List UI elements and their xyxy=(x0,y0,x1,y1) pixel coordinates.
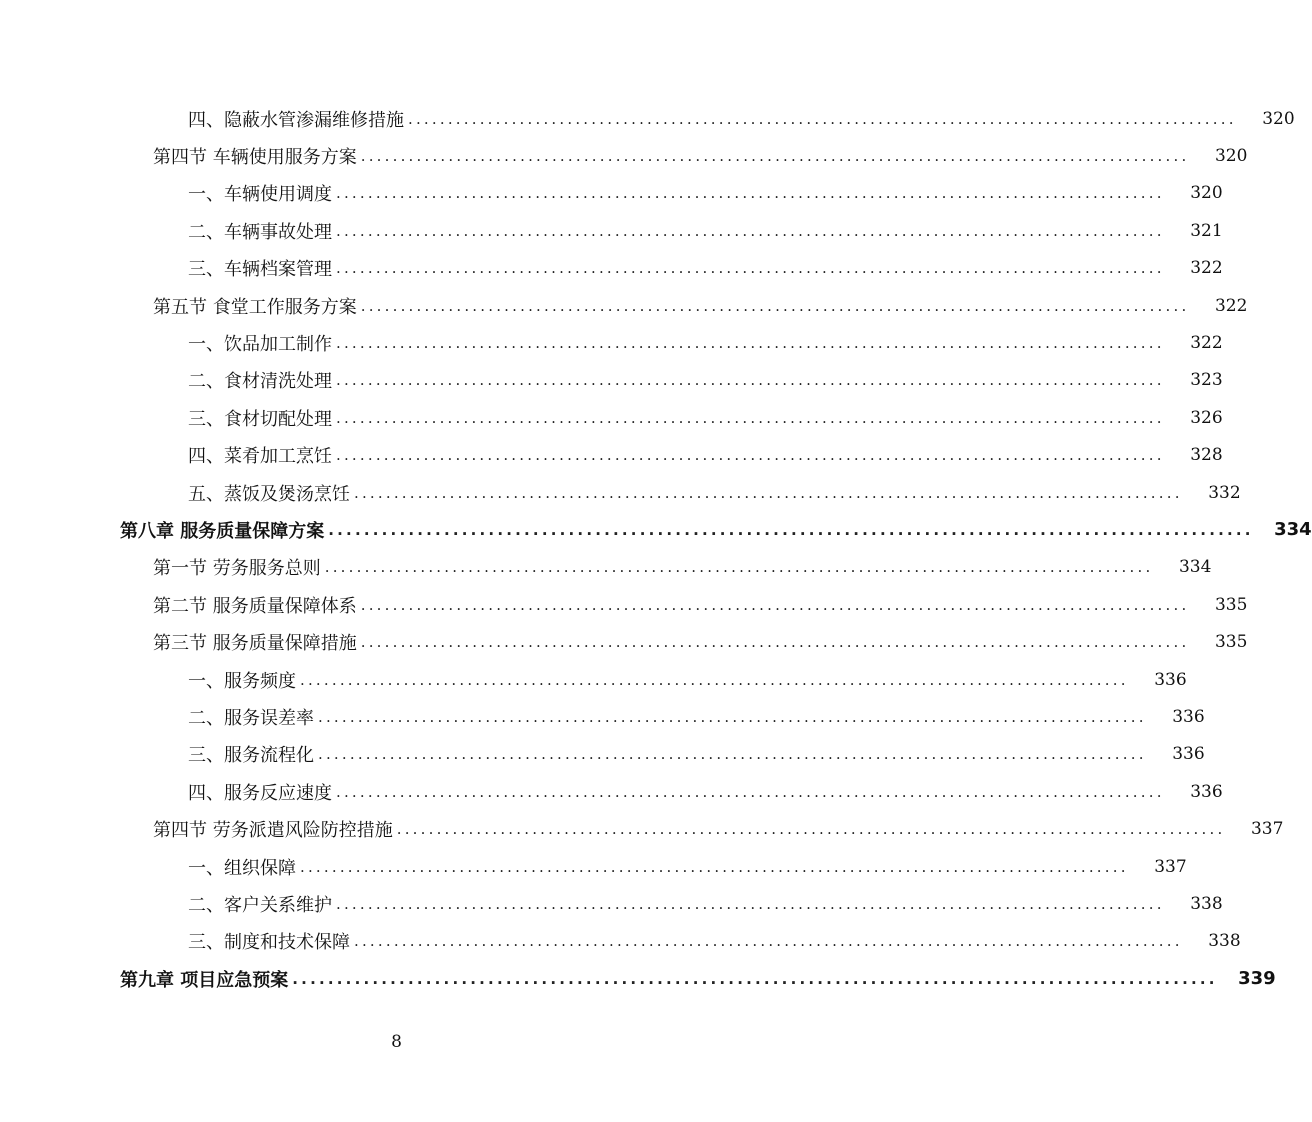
toc-entry[interactable] xyxy=(0,474,1241,511)
toc-dot-leader: ........................................................................................................ xyxy=(336,184,1165,203)
toc-dot-leader: ........................................................................................................ xyxy=(360,296,1190,315)
toc-dot-leader: ........................................................................................................ xyxy=(408,109,1237,128)
toc-entry[interactable] xyxy=(0,362,1223,399)
toc-entry[interactable] xyxy=(0,586,1248,623)
toc-entry-page: 328 xyxy=(1190,445,1223,466)
toc-entry-page: 320 xyxy=(1262,108,1295,129)
toc-entry-page: 336 xyxy=(1154,669,1187,690)
toc-entry-title: 第三节 服务质量保障措施 xyxy=(153,633,357,655)
toc-dot-leader: ........................................................................................................ xyxy=(318,707,1147,726)
toc-entry[interactable] xyxy=(0,736,1205,773)
toc-entry[interactable] xyxy=(0,175,1223,212)
table-of-contents xyxy=(0,100,1312,997)
toc-entry[interactable] xyxy=(0,960,1276,997)
toc-entry-page: 322 xyxy=(1214,295,1248,316)
toc-dot-leader: ........................................................................................................ xyxy=(324,558,1154,577)
toc-entry-page: 334 xyxy=(1274,519,1312,541)
toc-entry[interactable] xyxy=(0,511,1312,548)
toc-entry-title: 三、食材切配处理 xyxy=(188,408,332,430)
toc-entry-title: 第四节 劳务派遣风险防控措施 xyxy=(153,820,393,842)
toc-dot-leader: ........................................................................................................ xyxy=(300,857,1129,876)
toc-entry[interactable] xyxy=(0,437,1223,474)
toc-entry-page: 322 xyxy=(1190,258,1223,279)
toc-dot-leader: ........................................................................................................ xyxy=(336,408,1165,427)
toc-entry-title: 第二节 服务质量保障体系 xyxy=(153,595,357,617)
toc-entry[interactable] xyxy=(0,250,1223,287)
toc-entry-page: 323 xyxy=(1190,370,1223,391)
toc-entry-title: 一、服务频度 xyxy=(188,670,296,692)
toc-entry[interactable] xyxy=(0,848,1187,885)
toc-dot-leader: ........................................................................................................ xyxy=(336,334,1165,353)
toc-entry[interactable] xyxy=(0,698,1205,735)
toc-entry-title: 第九章 项目应急预案 xyxy=(120,969,289,991)
toc-dot-leader: ........................................................................................................ xyxy=(292,969,1218,988)
toc-dot-leader: ........................................................................................................ xyxy=(328,520,1254,539)
toc-entry[interactable] xyxy=(0,810,1284,847)
toc-entry-title: 二、客户关系维护 xyxy=(188,894,332,916)
toc-entry[interactable] xyxy=(0,549,1212,586)
toc-entry-page: 322 xyxy=(1190,333,1223,354)
toc-entry[interactable] xyxy=(0,399,1223,436)
toc-entry[interactable] xyxy=(0,287,1248,324)
toc-dot-leader: ........................................................................................................ xyxy=(354,932,1183,951)
toc-dot-leader: ........................................................................................................ xyxy=(360,147,1190,166)
toc-entry-page: 339 xyxy=(1238,968,1276,990)
toc-entry-title: 一、车辆使用调度 xyxy=(188,184,332,206)
toc-entry-page: 321 xyxy=(1190,220,1223,241)
toc-entry[interactable] xyxy=(0,212,1223,249)
toc-entry[interactable] xyxy=(0,623,1248,660)
toc-entry-page: 336 xyxy=(1190,781,1223,802)
toc-entry-page: 337 xyxy=(1154,856,1187,877)
toc-entry[interactable] xyxy=(0,100,1295,137)
toc-entry-title: 三、车辆档案管理 xyxy=(188,259,332,281)
toc-entry-title: 一、饮品加工制作 xyxy=(188,334,332,356)
toc-entry[interactable] xyxy=(0,324,1223,361)
toc-entry[interactable] xyxy=(0,661,1187,698)
toc-entry-page: 336 xyxy=(1172,744,1205,765)
toc-dot-leader: ........................................................................................................ xyxy=(354,483,1183,502)
toc-dot-leader: ........................................................................................................ xyxy=(300,670,1129,689)
toc-entry-title: 二、服务误差率 xyxy=(188,707,314,729)
toc-entry-page: 320 xyxy=(1190,183,1223,204)
toc-dot-leader: ........................................................................................................ xyxy=(360,595,1190,614)
toc-entry-page: 338 xyxy=(1190,893,1223,914)
toc-dot-leader: ........................................................................................................ xyxy=(336,221,1165,240)
toc-dot-leader: ........................................................................................................ xyxy=(336,446,1165,465)
toc-dot-leader: ........................................................................................................ xyxy=(336,259,1165,278)
toc-dot-leader: ........................................................................................................ xyxy=(336,371,1165,390)
toc-entry-title: 三、制度和技术保障 xyxy=(188,932,350,954)
toc-entry-title: 一、组织保障 xyxy=(188,857,296,879)
page-number: 8 xyxy=(391,1032,402,1052)
toc-entry-title: 五、蒸饭及煲汤烹饪 xyxy=(188,483,350,505)
toc-entry-page: 336 xyxy=(1172,706,1205,727)
toc-entry-page: 326 xyxy=(1190,407,1223,428)
toc-dot-leader: ........................................................................................................ xyxy=(336,782,1165,801)
toc-entry-page: 337 xyxy=(1250,819,1284,840)
toc-entry[interactable] xyxy=(0,137,1248,174)
toc-dot-leader: ........................................................................................................ xyxy=(396,820,1226,839)
toc-dot-leader: ........................................................................................................ xyxy=(336,894,1165,913)
toc-entry-title: 四、隐蔽水管渗漏维修措施 xyxy=(188,109,404,131)
toc-entry-title: 二、车辆事故处理 xyxy=(188,221,332,243)
toc-entry-title: 第五节 食堂工作服务方案 xyxy=(153,296,357,318)
toc-dot-leader: ........................................................................................................ xyxy=(318,745,1147,764)
toc-entry-page: 320 xyxy=(1214,146,1248,167)
toc-entry-page: 338 xyxy=(1208,931,1241,952)
toc-entry-title: 第一节 劳务服务总则 xyxy=(153,558,321,580)
toc-entry[interactable] xyxy=(0,773,1223,810)
toc-entry-title: 四、菜肴加工烹饪 xyxy=(188,446,332,468)
toc-entry-page: 335 xyxy=(1214,632,1248,653)
toc-entry-title: 第四节 车辆使用服务方案 xyxy=(153,147,357,169)
toc-entry-title: 三、服务流程化 xyxy=(188,745,314,767)
toc-entry-page: 332 xyxy=(1208,482,1241,503)
toc-dot-leader: ........................................................................................................ xyxy=(360,633,1190,652)
toc-entry-title: 第八章 服务质量保障方案 xyxy=(120,520,325,542)
toc-entry[interactable] xyxy=(0,885,1223,922)
toc-entry-title: 二、食材清洗处理 xyxy=(188,371,332,393)
toc-entry-page: 335 xyxy=(1214,594,1248,615)
toc-entry-page: 334 xyxy=(1178,557,1212,578)
toc-entry[interactable] xyxy=(0,923,1241,960)
toc-entry-title: 四、服务反应速度 xyxy=(188,782,332,804)
